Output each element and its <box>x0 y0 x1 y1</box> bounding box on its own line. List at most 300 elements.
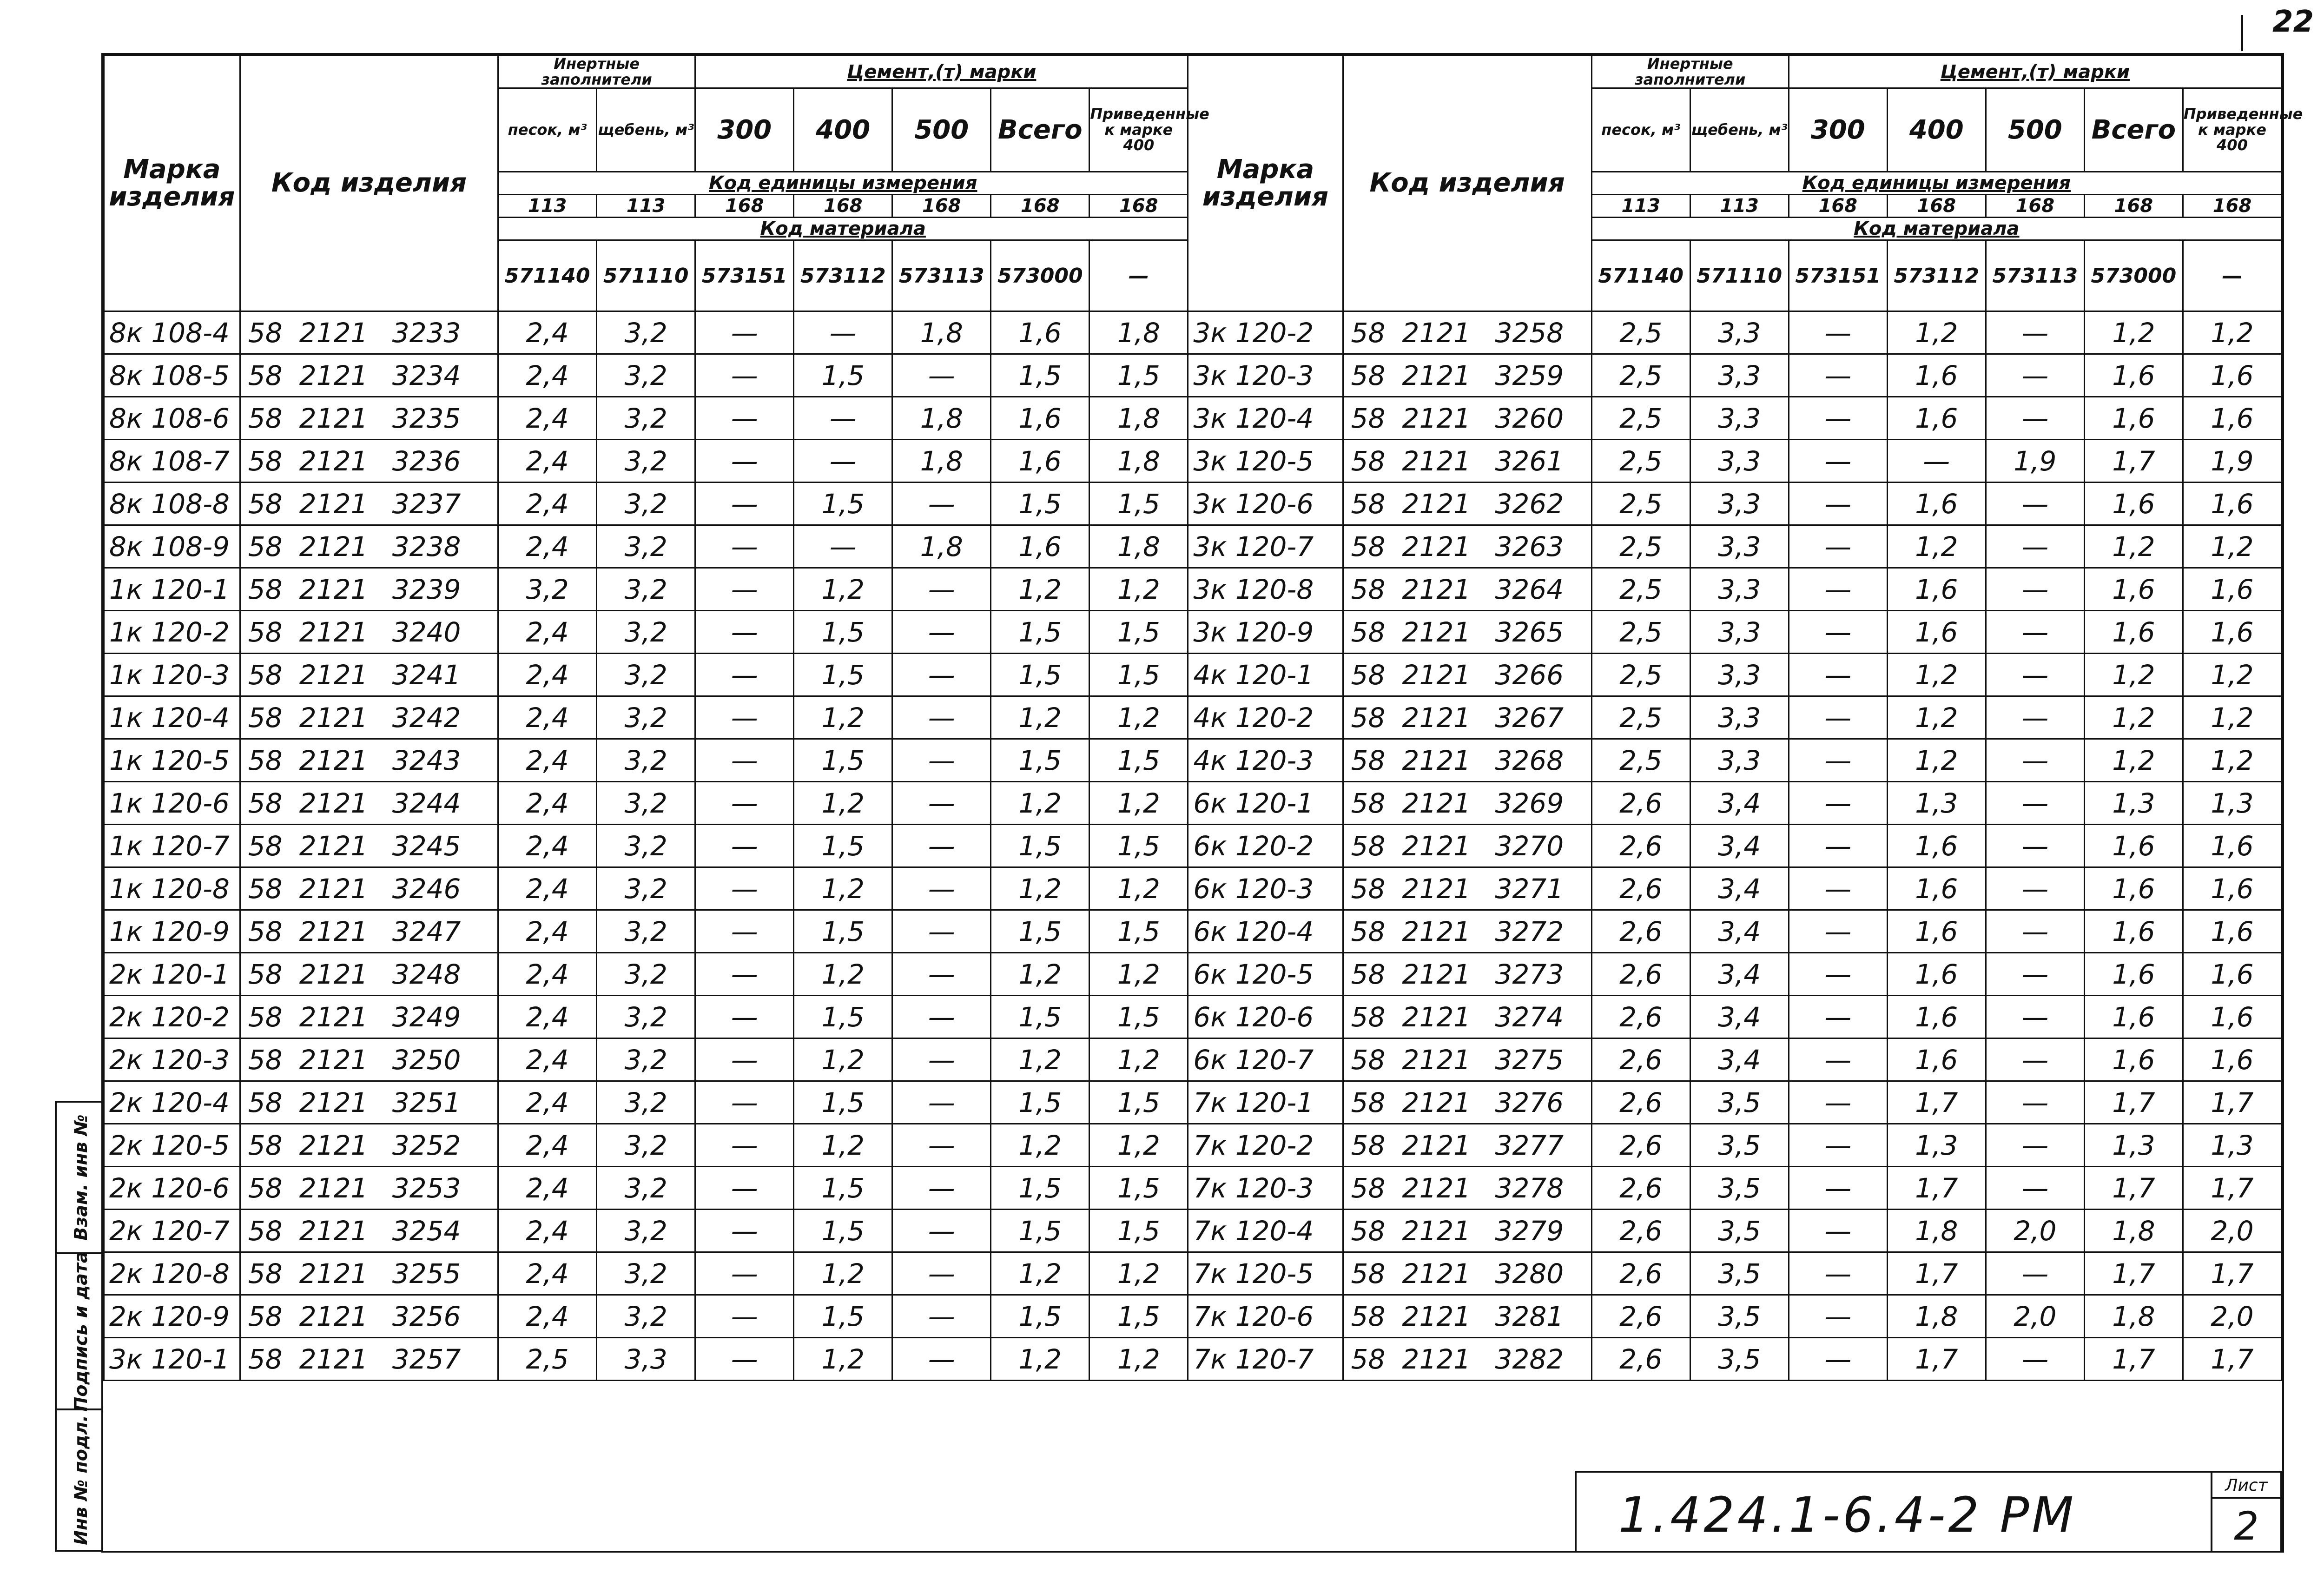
value-cell: — <box>892 996 991 1038</box>
value-cell: 1,2 <box>2183 654 2281 696</box>
value-cell: 2,5 <box>1591 483 1690 525</box>
value-cell: 3,2 <box>597 440 695 483</box>
header-material-code-right: 573113 <box>1986 240 2084 311</box>
code-part: 58 <box>1351 488 1386 520</box>
value-cell: 2,5 <box>1591 739 1690 782</box>
code-part: 2121 <box>1402 1172 1471 1204</box>
value-cell: — <box>695 867 794 910</box>
value-cell: 1,7 <box>1887 1167 1986 1210</box>
value-cell: 2,4 <box>498 1167 597 1210</box>
value-cell: 1,8 <box>2084 1295 2183 1338</box>
code-part: 58 <box>248 1257 283 1289</box>
code-part: 3241 <box>392 659 461 691</box>
code-part: 3253 <box>392 1172 461 1204</box>
value-cell: — <box>695 311 794 354</box>
value-cell: 2,6 <box>1591 1338 1690 1381</box>
header-unit-code-right: 113 <box>1690 195 1789 218</box>
value-cell: 1,2 <box>2084 654 2183 696</box>
code-part: 58 <box>248 573 283 605</box>
code-part: 2121 <box>299 701 368 734</box>
value-cell: 3,2 <box>597 953 695 996</box>
value-cell: 1,3 <box>2183 1124 2281 1167</box>
mark-cell: 8к 108-4 <box>104 311 240 354</box>
code-part: 2121 <box>299 873 368 905</box>
value-cell: 2,0 <box>1986 1295 2084 1338</box>
mark-cell: 2к 120-3 <box>104 1038 240 1081</box>
value-cell: 1,8 <box>1089 525 1188 568</box>
value-cell: 1,5 <box>991 825 1089 867</box>
value-cell: — <box>1789 1295 1887 1338</box>
value-cell: 2,4 <box>498 611 597 654</box>
value-cell: 1,6 <box>1887 996 1986 1038</box>
mark-cell: 3к 120-9 <box>1188 611 1343 654</box>
code-part: 2121 <box>299 1172 368 1204</box>
header-grade-300-right: 300 <box>1789 88 1887 172</box>
value-cell: 1,8 <box>892 525 991 568</box>
value-cell: — <box>695 1167 794 1210</box>
code-part: 3274 <box>1495 1001 1564 1033</box>
value-cell: 3,2 <box>597 397 695 440</box>
mark-cell: 3к 120-5 <box>1188 440 1343 483</box>
code-part: 3235 <box>392 402 461 434</box>
value-cell: 1,6 <box>2183 825 2281 867</box>
value-cell: 1,2 <box>794 1124 892 1167</box>
value-cell: — <box>1986 996 2084 1038</box>
value-cell: 1,8 <box>1089 397 1188 440</box>
value-cell: 1,6 <box>1887 611 1986 654</box>
code-part: 2121 <box>1402 1001 1471 1033</box>
value-cell: 2,4 <box>498 311 597 354</box>
value-cell: — <box>892 1038 991 1081</box>
value-cell: — <box>1986 1252 2084 1295</box>
value-cell: 2,4 <box>498 910 597 953</box>
value-cell: 1,2 <box>991 1124 1089 1167</box>
value-cell: 1,8 <box>1089 440 1188 483</box>
code-part: 58 <box>248 359 283 391</box>
header-material-code-left: 573151 <box>695 240 794 311</box>
code-part: 58 <box>248 530 283 562</box>
value-cell: 1,6 <box>2183 568 2281 611</box>
value-cell: — <box>1887 440 1986 483</box>
value-cell: — <box>695 739 794 782</box>
value-cell: — <box>695 1124 794 1167</box>
code-part: 2121 <box>1402 787 1471 819</box>
value-cell: 2,4 <box>498 525 597 568</box>
value-cell: — <box>892 910 991 953</box>
value-cell: — <box>695 654 794 696</box>
value-cell: — <box>1986 568 2084 611</box>
header-unit-code-left: 168 <box>892 195 991 218</box>
mark-cell: 7к 120-3 <box>1188 1167 1343 1210</box>
code-part: 3251 <box>392 1086 461 1118</box>
value-cell: 2,5 <box>1591 568 1690 611</box>
code-part: 3248 <box>392 958 461 990</box>
value-cell: 1,2 <box>794 782 892 825</box>
code-part: 2121 <box>1402 445 1471 477</box>
code-part: 3276 <box>1495 1086 1564 1118</box>
value-cell: 1,7 <box>2183 1167 2281 1210</box>
value-cell: 1,5 <box>794 354 892 397</box>
value-cell: 1,5 <box>794 739 892 782</box>
value-cell: 1,5 <box>1089 996 1188 1038</box>
value-cell: 3,3 <box>1690 311 1789 354</box>
mark-cell: 1к 120-7 <box>104 825 240 867</box>
code-part: 2121 <box>299 1300 368 1332</box>
value-cell: 1,5 <box>794 910 892 953</box>
code-part: 2121 <box>1402 317 1471 349</box>
value-cell: 2,4 <box>498 1124 597 1167</box>
value-cell: 1,5 <box>1089 739 1188 782</box>
header-unit-code-label-left: Код единицы измерения <box>498 172 1188 195</box>
value-cell: — <box>1789 311 1887 354</box>
value-cell: 1,2 <box>794 696 892 739</box>
header-material-code-right: — <box>2183 240 2281 311</box>
value-cell: 2,4 <box>498 1038 597 1081</box>
value-cell: 2,4 <box>498 654 597 696</box>
value-cell: 2,6 <box>1591 782 1690 825</box>
value-cell: 2,4 <box>498 996 597 1038</box>
value-cell: — <box>1789 525 1887 568</box>
value-cell: 1,8 <box>1089 311 1188 354</box>
value-cell: 1,6 <box>2084 953 2183 996</box>
code-part: 2121 <box>1402 1300 1471 1332</box>
value-cell: 1,8 <box>892 397 991 440</box>
drawing-frame <box>101 53 2284 1553</box>
code-part: 2121 <box>1402 873 1471 905</box>
value-cell: 1,6 <box>1887 397 1986 440</box>
value-cell: 1,6 <box>1887 483 1986 525</box>
mark-cell: 2к 120-5 <box>104 1124 240 1167</box>
code-part: 2121 <box>1402 616 1471 648</box>
code-part: 3244 <box>392 787 461 819</box>
value-cell: 1,6 <box>2183 953 2281 996</box>
value-cell: — <box>1789 654 1887 696</box>
value-cell: 3,3 <box>1690 354 1789 397</box>
value-cell: 1,6 <box>2084 996 2183 1038</box>
header-unit-code-right: 113 <box>1591 195 1690 218</box>
header-mark-left: Марка изделия <box>104 56 240 311</box>
code-part: 58 <box>1351 616 1386 648</box>
value-cell: 2,6 <box>1591 953 1690 996</box>
value-cell: — <box>1789 696 1887 739</box>
value-cell: 3,2 <box>597 1124 695 1167</box>
value-cell: 3,5 <box>1690 1210 1789 1252</box>
code-part: 58 <box>1351 958 1386 990</box>
value-cell: 1,5 <box>1089 483 1188 525</box>
value-cell: 1,6 <box>991 397 1089 440</box>
value-cell: — <box>695 1081 794 1124</box>
value-cell: — <box>1789 1038 1887 1081</box>
value-cell: 2,4 <box>498 440 597 483</box>
value-cell: 1,6 <box>991 311 1089 354</box>
value-cell: — <box>695 1338 794 1381</box>
header-unit-code-left: 168 <box>695 195 794 218</box>
page-number-tick <box>2241 15 2243 51</box>
value-cell: 1,5 <box>1089 354 1188 397</box>
value-cell: 1,5 <box>1089 1081 1188 1124</box>
mark-cell: 7к 120-4 <box>1188 1210 1343 1252</box>
code-part: 2121 <box>299 830 368 862</box>
sheet-value: 2 <box>2234 1503 2259 1549</box>
code-part: 58 <box>1351 445 1386 477</box>
value-cell: 1,2 <box>1089 867 1188 910</box>
mark-cell: 7к 120-7 <box>1188 1338 1343 1381</box>
code-part: 3234 <box>392 359 461 391</box>
mark-cell: 8к 108-8 <box>104 483 240 525</box>
value-cell: 1,5 <box>794 1167 892 1210</box>
value-cell: 3,5 <box>1690 1338 1789 1381</box>
value-cell: 1,6 <box>2183 867 2281 910</box>
value-cell: 2,6 <box>1591 1081 1690 1124</box>
value-cell: 1,5 <box>794 654 892 696</box>
value-cell: 3,2 <box>597 568 695 611</box>
code-part: 3246 <box>392 873 461 905</box>
value-cell: 1,6 <box>2084 483 2183 525</box>
value-cell: 2,4 <box>498 782 597 825</box>
value-cell: — <box>1986 953 2084 996</box>
value-cell: 1,2 <box>991 1338 1089 1381</box>
value-cell: 1,2 <box>1089 568 1188 611</box>
code-part: 58 <box>248 830 283 862</box>
code-part: 58 <box>1351 1215 1386 1247</box>
header-gravel-right: щебень, м³ <box>1690 88 1789 172</box>
value-cell: — <box>892 867 991 910</box>
code-part: 2121 <box>299 1001 368 1033</box>
code-part: 3279 <box>1495 1215 1564 1247</box>
value-cell: 2,5 <box>1591 654 1690 696</box>
value-cell: — <box>892 1081 991 1124</box>
mark-cell: 8к 108-7 <box>104 440 240 483</box>
value-cell: 1,6 <box>2084 568 2183 611</box>
value-cell: — <box>1789 1338 1887 1381</box>
value-cell: — <box>1986 611 2084 654</box>
mark-cell: 2к 120-6 <box>104 1167 240 1210</box>
value-cell: 1,6 <box>2084 867 2183 910</box>
code-part: 3257 <box>392 1343 461 1375</box>
value-cell: — <box>1789 440 1887 483</box>
code-part: 58 <box>248 744 283 776</box>
sheet-label: Лист <box>2212 1473 2280 1499</box>
value-cell: 1,6 <box>1887 867 1986 910</box>
value-cell: 3,5 <box>1690 1081 1789 1124</box>
code-part: 58 <box>1351 659 1386 691</box>
value-cell: 3,3 <box>1690 525 1789 568</box>
value-cell: 2,4 <box>498 483 597 525</box>
header-material-code-right: 573112 <box>1887 240 1986 311</box>
header-unit-code-right: 168 <box>2084 195 2183 218</box>
mark-cell: 7к 120-6 <box>1188 1295 1343 1338</box>
code-part: 2121 <box>1402 1215 1471 1247</box>
code-part: 2121 <box>1402 488 1471 520</box>
value-cell: — <box>794 525 892 568</box>
value-cell: 1,2 <box>991 953 1089 996</box>
value-cell: — <box>1986 1167 2084 1210</box>
code-part: 58 <box>1351 1001 1386 1033</box>
value-cell: 1,2 <box>2183 525 2281 568</box>
sheet-box <box>2211 1473 2280 1553</box>
value-cell: 2,4 <box>498 1252 597 1295</box>
value-cell: — <box>892 483 991 525</box>
header-unit-code-right: 168 <box>1887 195 1986 218</box>
value-cell: — <box>1789 782 1887 825</box>
value-cell: 1,6 <box>1887 1038 1986 1081</box>
value-cell: 1,6 <box>2084 1038 2183 1081</box>
value-cell: — <box>1986 696 2084 739</box>
value-cell: 3,3 <box>597 1338 695 1381</box>
mark-cell: 4к 120-3 <box>1188 739 1343 782</box>
value-cell: — <box>892 354 991 397</box>
code-part: 58 <box>1351 873 1386 905</box>
code-part: 2121 <box>1402 1343 1471 1375</box>
value-cell: — <box>892 568 991 611</box>
mark-cell: 6к 120-7 <box>1188 1038 1343 1081</box>
header-code-left: Код изделия <box>240 56 498 311</box>
code-part: 58 <box>248 402 283 434</box>
code-part: 2121 <box>1402 830 1471 862</box>
value-cell: — <box>892 611 991 654</box>
code-part: 3240 <box>392 616 461 648</box>
value-cell: 1,6 <box>1887 354 1986 397</box>
header-unit-code-label-right: Код единицы измерения <box>1591 172 2281 195</box>
value-cell: 1,3 <box>2084 1124 2183 1167</box>
header-code-right: Код изделия <box>1343 56 1591 311</box>
code-part: 58 <box>248 659 283 691</box>
value-cell: 2,5 <box>1591 397 1690 440</box>
value-cell: 2,6 <box>1591 1210 1690 1252</box>
header-unit-code-right: 168 <box>1986 195 2084 218</box>
value-cell: 1,5 <box>794 483 892 525</box>
header-unit-code-right: 168 <box>2183 195 2281 218</box>
mark-cell: 6к 120-3 <box>1188 867 1343 910</box>
header-reduced-left: Приведенные к марке 400 <box>1089 88 1188 172</box>
value-cell: — <box>794 440 892 483</box>
value-cell: 3,2 <box>597 910 695 953</box>
header-reduced-right: Приведенные к марке 400 <box>2183 88 2281 172</box>
value-cell: 1,5 <box>991 483 1089 525</box>
mark-cell: 3к 120-3 <box>1188 354 1343 397</box>
mark-cell: 6к 120-5 <box>1188 953 1343 996</box>
header-grade-300-left: 300 <box>695 88 794 172</box>
value-cell: 1,6 <box>991 525 1089 568</box>
value-cell: — <box>1986 1338 2084 1381</box>
value-cell: 3,3 <box>1690 397 1789 440</box>
code-part: 58 <box>1351 1044 1386 1076</box>
value-cell: 1,2 <box>991 1252 1089 1295</box>
value-cell: 1,5 <box>991 654 1089 696</box>
value-cell: 1,7 <box>2183 1081 2281 1124</box>
value-cell: — <box>1986 1081 2084 1124</box>
value-cell: — <box>695 953 794 996</box>
code-part: 58 <box>1351 530 1386 562</box>
value-cell: 3,2 <box>597 1167 695 1210</box>
code-part: 3266 <box>1495 659 1564 691</box>
value-cell: 1,2 <box>991 696 1089 739</box>
value-cell: 1,5 <box>794 611 892 654</box>
replace-inv-label: Взам. инв № <box>71 1114 91 1241</box>
value-cell: 1,5 <box>991 354 1089 397</box>
value-cell: 1,7 <box>2084 440 2183 483</box>
code-part: 3270 <box>1495 830 1564 862</box>
code-part: 2121 <box>1402 744 1471 776</box>
code-part: 58 <box>1351 1129 1386 1161</box>
value-cell: 2,4 <box>498 739 597 782</box>
code-part: 58 <box>248 1129 283 1161</box>
value-cell: 1,2 <box>1089 1124 1188 1167</box>
value-cell: 1,5 <box>991 1167 1089 1210</box>
value-cell: 2,6 <box>1591 1038 1690 1081</box>
value-cell: 3,2 <box>597 483 695 525</box>
value-cell: 1,2 <box>1089 782 1188 825</box>
value-cell: 1,5 <box>794 1081 892 1124</box>
value-cell: 1,5 <box>1089 611 1188 654</box>
code-part: 2121 <box>299 1257 368 1289</box>
value-cell: 1,2 <box>2183 696 2281 739</box>
code-part: 3255 <box>392 1257 461 1289</box>
value-cell: 3,2 <box>597 311 695 354</box>
value-cell: 1,2 <box>794 1252 892 1295</box>
code-part: 2121 <box>299 1343 368 1375</box>
code-part: 3259 <box>1495 359 1564 391</box>
value-cell: 1,5 <box>1089 1167 1188 1210</box>
value-cell: 1,5 <box>991 611 1089 654</box>
value-cell: — <box>1986 910 2084 953</box>
header-material-code-right: 571140 <box>1591 240 1690 311</box>
value-cell: 3,2 <box>597 996 695 1038</box>
mark-cell: 2к 120-9 <box>104 1295 240 1338</box>
value-cell: 1,6 <box>2183 910 2281 953</box>
value-cell: 1,7 <box>2183 1252 2281 1295</box>
header-material-code-left: 573113 <box>892 240 991 311</box>
value-cell: 1,2 <box>2183 739 2281 782</box>
value-cell: 1,6 <box>2183 354 2281 397</box>
mark-cell: 1к 120-6 <box>104 782 240 825</box>
value-cell: 1,2 <box>2084 696 2183 739</box>
header-material-code-left: 573000 <box>991 240 1089 311</box>
title-block <box>1575 1471 2282 1553</box>
code-part: 2121 <box>299 659 368 691</box>
mark-cell: 1к 120-5 <box>104 739 240 782</box>
mark-cell: 2к 120-2 <box>104 996 240 1038</box>
value-cell: — <box>1986 1124 2084 1167</box>
code-part: 58 <box>248 1215 283 1247</box>
mark-cell: 2к 120-8 <box>104 1252 240 1295</box>
value-cell: — <box>1789 1210 1887 1252</box>
value-cell: 3,2 <box>597 825 695 867</box>
code-part: 3242 <box>392 701 461 734</box>
value-cell: 1,2 <box>1089 696 1188 739</box>
value-cell: 1,6 <box>2084 397 2183 440</box>
code-part: 58 <box>248 1300 283 1332</box>
value-cell: 1,6 <box>2084 825 2183 867</box>
mark-cell: 7к 120-1 <box>1188 1081 1343 1124</box>
sign-date-label: Подпись и дата <box>71 1251 91 1412</box>
page-number: 22 <box>2272 5 2314 39</box>
code-part: 2121 <box>1402 701 1471 734</box>
value-cell: 1,2 <box>991 782 1089 825</box>
code-part: 2121 <box>1402 1257 1471 1289</box>
value-cell: — <box>1986 825 2084 867</box>
value-cell: 3,2 <box>597 1038 695 1081</box>
value-cell: 2,0 <box>2183 1210 2281 1252</box>
value-cell: — <box>695 1252 794 1295</box>
code-part: 3236 <box>392 445 461 477</box>
code-part: 58 <box>248 1172 283 1204</box>
value-cell: 2,4 <box>498 953 597 996</box>
value-cell: — <box>1789 867 1887 910</box>
value-cell: 1,7 <box>2084 1338 2183 1381</box>
value-cell: — <box>1789 996 1887 1038</box>
value-cell: 1,2 <box>794 1038 892 1081</box>
